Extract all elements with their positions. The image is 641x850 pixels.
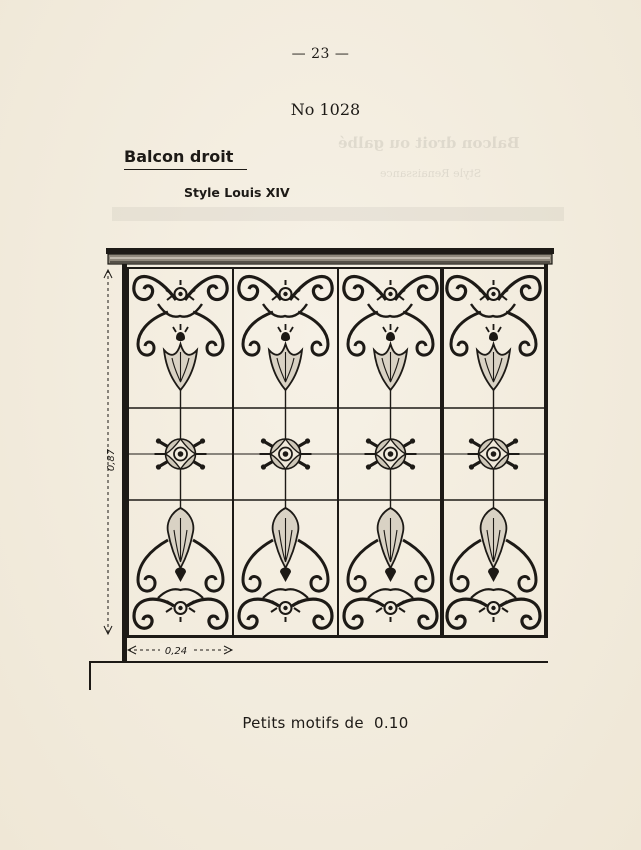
- grille-panel-4: [441, 268, 546, 637]
- bleed-through-band: [112, 207, 564, 221]
- style-label: Style Louis XIV: [184, 185, 290, 200]
- page-number: — 23 —: [291, 46, 350, 62]
- balcony-drawing: [86, 240, 566, 692]
- bleed-through-style: Style Renaissance: [380, 167, 482, 180]
- left-post: [122, 264, 127, 662]
- height-dimension-label: 0,87: [106, 448, 117, 472]
- bleed-through-title: Balcon droit ou galbé: [338, 134, 520, 152]
- catalog-number: No 1028: [290, 100, 361, 119]
- footer-note: Petits motifs de 0.10: [242, 714, 409, 732]
- grille-panel-1: [128, 268, 233, 637]
- grille-panel-3: [338, 268, 443, 637]
- section-title: Balcon droit: [124, 147, 247, 170]
- bottom-rail: [122, 635, 548, 638]
- handrail-top: [106, 248, 554, 254]
- floor-line: [90, 662, 548, 690]
- width-dimension-label: 0,24: [164, 646, 188, 657]
- grille-panel-2: [233, 268, 338, 637]
